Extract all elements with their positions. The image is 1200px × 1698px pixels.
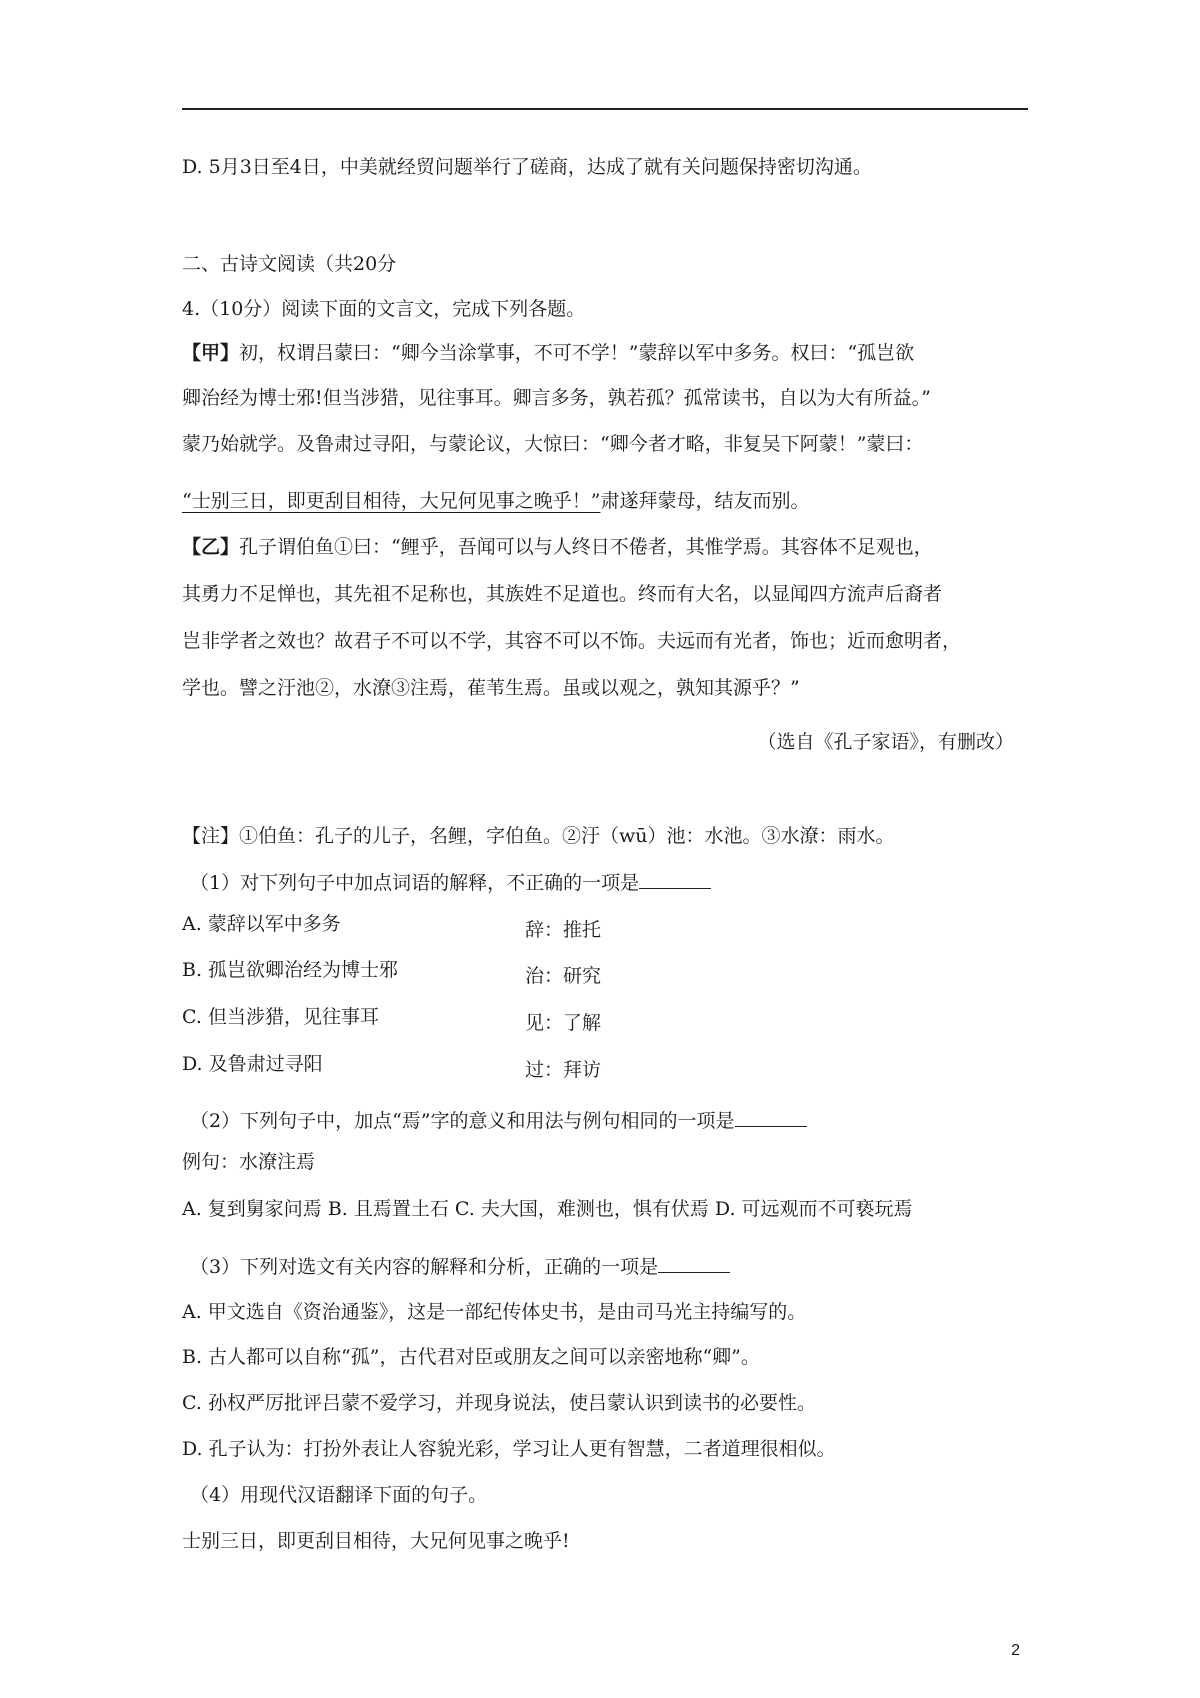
section-title: 二、古诗文阅读（共20分 <box>182 253 397 275</box>
yi-line-1 <box>182 533 933 561</box>
sub3-option-a: A. 甲文选自《资治通鉴》，这是一部纪传体史书，是由司马光主持编写的。 <box>182 1301 807 1323</box>
jia-line-4-tail: 肃遂拜蒙母，结友而别。 <box>600 490 810 512</box>
jia-line-1 <box>182 339 914 367</box>
sub2-options: A. 复到舅家问焉 B. 且焉置土石 C. 夫大国，难测也，惧有伏焉 D. 可远观而不可亵玩焉 <box>182 1198 913 1220</box>
jia-underlined-sentence: “士别三日，即更刮目相待，大兄何见事之晚乎！” <box>182 490 601 512</box>
sub3-option-c: C. 孙权严厉批评吕蒙不爱学习，并现身说法，使吕蒙认识到读书的必要性。 <box>182 1392 816 1414</box>
sub3-stem-text: （3）下列对选文有关内容的解释和分析，正确的一项是 <box>190 1256 659 1278</box>
sub1-option-a-explain: 辞：推托 <box>525 919 602 941</box>
jia-text-1: 初，权谓吕蒙曰：“卿今当涂掌事，不可不学！”蒙辞以军中多务。权曰：“孤岂欲 <box>239 342 915 364</box>
sub3-option-b: B. 古人都可以自称“孤”，古代君对臣或朋友之间可以亲密地称“卿”。 <box>182 1346 760 1368</box>
sub3-option-d: D. 孔子认为：打扮外表让人容貌光彩，学习让人更有智慧，二者道理很相似。 <box>182 1438 836 1460</box>
yi-line-2: 其勇力不足惮也，其先祖不足称也，其族姓不足道也。终而有大名，以显闻四方流声后裔者 <box>182 583 943 605</box>
sub1-option-a: A. 蒙辞以军中多务 <box>182 913 341 935</box>
sub1-option-d-explain: 过：拜访 <box>525 1059 602 1081</box>
answer-blank-3[interactable] <box>658 1252 730 1273</box>
sub1-stem <box>190 868 711 897</box>
yi-line-3: 岂非学者之效也？故君子不可以不学，其容不可以不饰。夫远而有光者，饰也；近而愈明者， <box>182 630 962 652</box>
sub4-sentence: 士别三日，即更刮目相待，大兄何见事之晚乎! <box>182 1530 570 1552</box>
yi-text-1: 孔子谓伯鱼①曰：“鲤乎，吾闻可以与人终日不倦者，其惟学焉。其容体不足观也， <box>239 536 933 558</box>
jia-line-2: 卿治经为博士邪!但当涉猎，见往事耳。卿言多务，孰若孤？孤常读书，自以为大有所益。” <box>182 387 931 409</box>
header-rule <box>182 108 1028 110</box>
prev-option-d: D. 5月3日至4日，中美就经贸问题举行了磋商，达成了就有关问题保持密切沟通。 <box>182 156 872 178</box>
sub2-stem-text: （2）下列句子中，加点“焉”字的意义和用法与例句相同的一项是 <box>190 1110 735 1132</box>
sub1-option-c-explain: 见：了解 <box>525 1012 602 1034</box>
sub1-stem-text: （1）对下列句子中加点词语的解释，不正确的一项是 <box>190 872 640 894</box>
sub2-stem <box>190 1106 807 1135</box>
jia-line-3: 蒙乃始就学。及鲁肃过寻阳，与蒙论议，大惊曰：“卿今者才略，非复吴下阿蒙！”蒙曰： <box>182 433 924 455</box>
sub4-stem: （4）用现代汉语翻译下面的句子。 <box>190 1484 488 1506</box>
sub3-stem <box>190 1252 730 1281</box>
jia-line-4 <box>182 487 809 515</box>
yi-line-4: 学也。譬之汙池②，水潦③注焉，萑苇生焉。虽或以观之，孰知其源乎？” <box>182 677 800 699</box>
sub2-example: 例句：水潦注焉 <box>182 1151 316 1173</box>
sub1-option-d: D. 及鲁肃过寻阳 <box>182 1053 323 1075</box>
page-number: 2 <box>1011 1642 1020 1659</box>
answer-blank-2[interactable] <box>735 1106 807 1127</box>
sub1-option-b-explain: 治：研究 <box>525 965 602 987</box>
sub1-option-c: C. 但当涉猎，见往事耳 <box>182 1006 379 1028</box>
answer-blank-1[interactable] <box>639 868 711 889</box>
source-citation: （选自《孔子家语》，有删改） <box>757 731 1014 753</box>
annotation-note: 【注】①伯鱼：孔子的儿子，名鲤，字伯鱼。②汙（wū）池：水池。③水潦：雨水。 <box>182 825 895 847</box>
jia-tag: 【甲】 <box>182 342 240 364</box>
yi-tag: 【乙】 <box>182 536 240 558</box>
sub1-option-b: B. 孤岂欲卿治经为博士邪 <box>182 959 399 981</box>
q4-stem: 4.（10分）阅读下面的文言文，完成下列各题。 <box>182 298 586 320</box>
